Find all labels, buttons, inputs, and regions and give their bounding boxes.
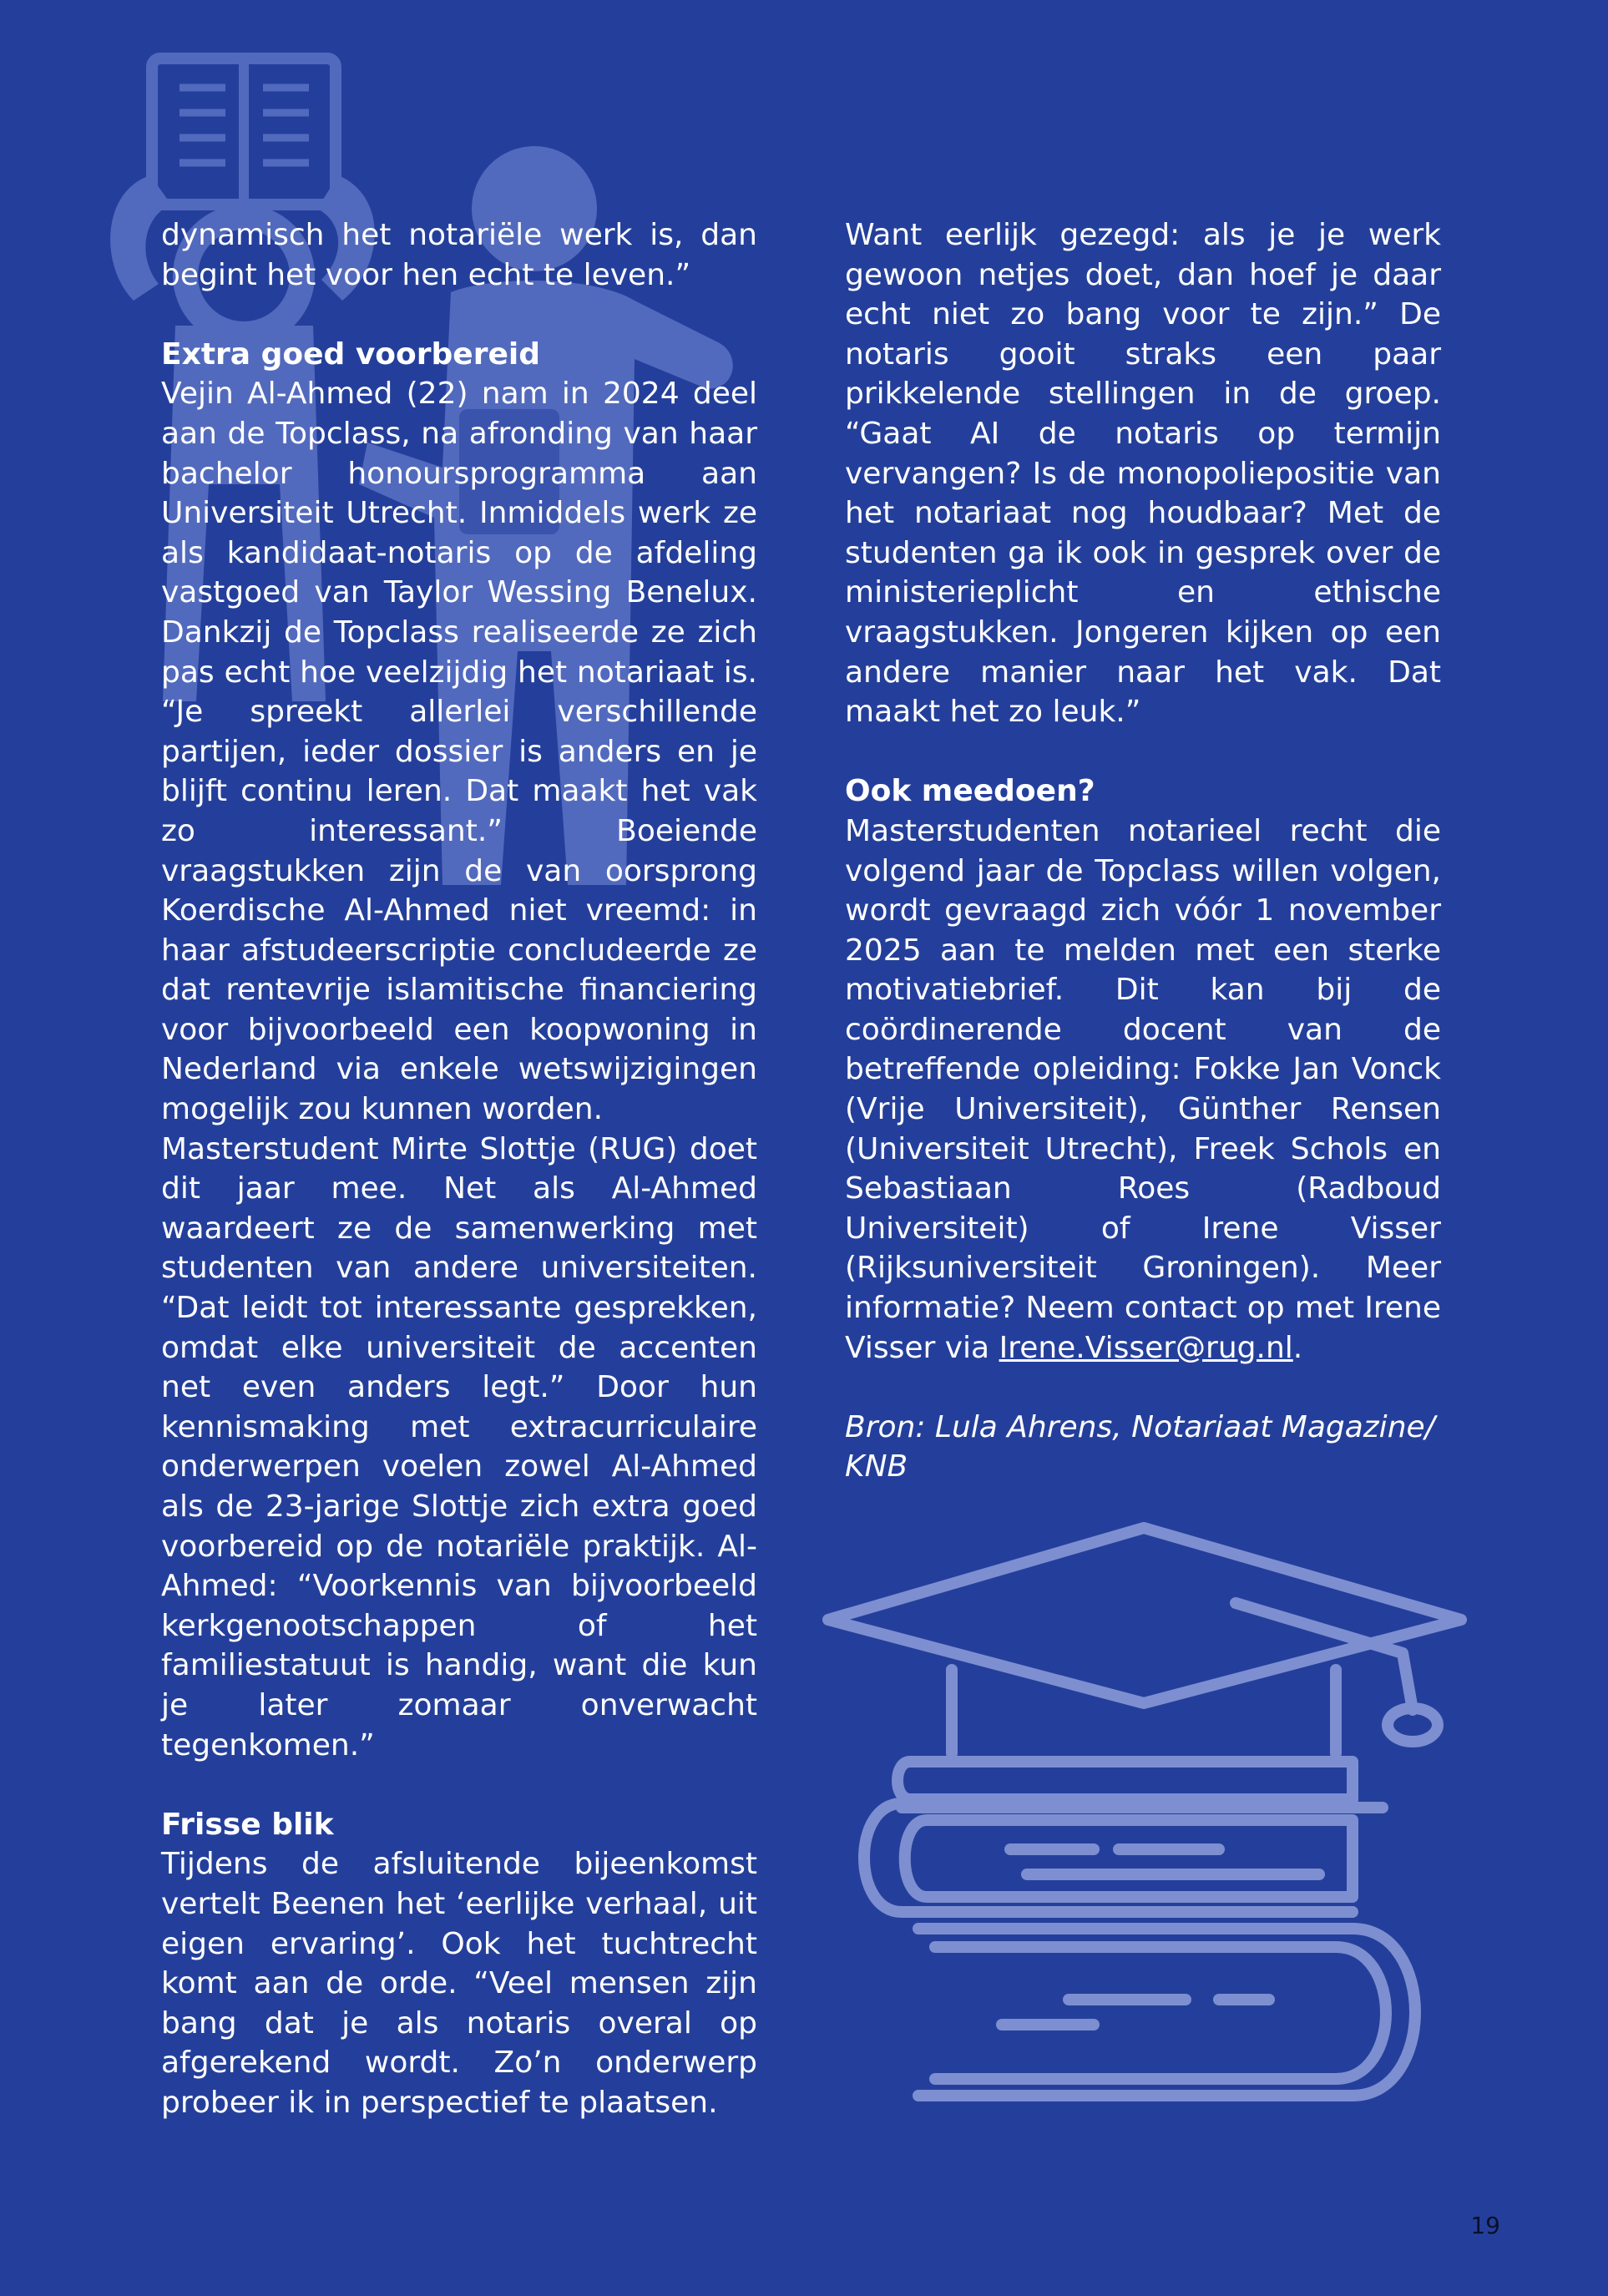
section-heading: Ook meedoen? [845, 774, 1095, 809]
paragraph: Tijdens de afsluitende bijeenkomst vertelt Beenen het ‘eerlijke verhaal, uit eigen ervaring’. Ook het tuchtrecht komt aan de orde. “Veel mensen zijn bang dat je als notaris overal op afgerekend wordt. Zo’n onderwerp probeer ik in perspectief te plaatsen. [161, 1847, 757, 2120]
section-heading: Frisse blik [161, 1807, 334, 1842]
contact-text: Masterstudenten notarieel recht die volgend jaar de Topclass willen volgen, wordt gevraagd zich vóór 1 november 2025 aan te melden met een sterke motivatiebrief. Dit kan bij de coördinerende docent van de betreffende opleiding: Fokke Jan Vonck (Vrije Universiteit), Günther Rensen (Universiteit Utrecht), Freek Schols en Sebastiaan Roes (Radboud Universiteit) of Irene Visser (Rijksuniversiteit Groningen). Meer informatie? Neem contact op met Irene Visser via [845, 813, 1441, 1365]
paragraph: Vejin Al-Ahmed (22) nam in 2024 deel aan de Topclass, na afronding van haar bachelor honoursprogramma aan Universiteit Utrecht. Inmiddels werk ze als kandidaat-notaris op de afdeling vastgoed van Taylor Wessing Benelux. Dankzij de Topclass realiseerde ze zich pas echt hoe veelzijdig het notariaat is. “Je spreekt allerlei verschillende partijen, ieder dossier is anders en je blijft continu leren. Dat maakt het vak zo interessant.” Boeiende vraagstukken zijn de van oorsprong Koerdische Al-Ahmed niet vreemd: in haar afstudeerscriptie concludeerde ze dat rentevrije islamitische financiering voor bijvoorbeeld een koopwoning in Nederland via enkele wetswijzigingen mogelijk zou kunnen worden. [161, 377, 757, 1127]
right-column [845, 215, 1441, 1487]
page-number: 19 [1470, 2212, 1500, 2239]
source-credit: Bron: Lula Ahrens, Notariaat Magazine/ KNB [845, 1409, 1435, 1484]
paragraph: Want eerlijk gezegd: als je je werk gewoon netjes doet, dan hoef je daar echt niet zo bang voor te zijn.” De notaris gooit straks een paar prikkelende stellingen in de groep. “Gaat AI de notaris op termijn vervangen? Is de monopoliepositie van het notariaat nog houdbaar? Met de studenten ga ik ook in gesprek over de ministerieplicht en ethische vraagstukken. Jongeren kijken op een andere manier naar het vak. Dat maakt het zo leuk.” [845, 218, 1441, 730]
graduation-cap-on-books-illustration [818, 1511, 1469, 2112]
email-link[interactable]: Irene.Visser@rug.nl [999, 1330, 1293, 1365]
email-suffix: . [1292, 1330, 1303, 1365]
paragraph: dynamisch het notariële werk is, dan begint het voor hen echt te leven.” [161, 218, 757, 292]
left-column [161, 215, 757, 2123]
section-heading: Extra goed voorbereid [161, 336, 540, 372]
paragraph [845, 812, 1441, 1368]
paragraph: Masterstudent Mirte Slottje (RUG) doet dit jaar mee. Net als Al-Ahmed waardeert ze de samenwerking met studenten van andere universiteiten. “Dat leidt tot interessante gesprekken, omdat elke universiteit de accenten net even anders legt.” Door hun kennismaking met extracurriculaire onderwerpen voelen zowel Al-Ahmed als de 23-jarige Slottje zich extra goed voorbereid op de notariële praktijk. Al-Ahmed: “Voorkennis van bijvoorbeeld kerkgenootschappen of het familiestatuut is handig, want die kun je later zomaar onverwacht tegenkomen.” [161, 1131, 757, 1762]
